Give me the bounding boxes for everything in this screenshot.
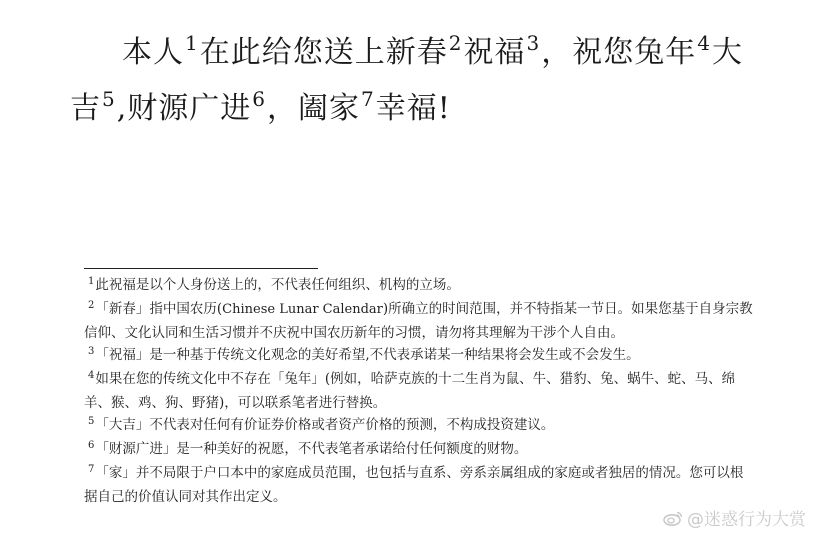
greeting-text: 本人 [122, 35, 184, 70]
footnote-text: 如果在您的传统文化中不存在「兔年」(例如，哈萨克族的十二生肖为鼠、牛、猎豹、兔、蜗牛、蛇、马、绵羊、猴、鸡、狗、野猪)，可以联系笔者进行替换。 [84, 371, 736, 411]
footnote-ref-4: 4 [697, 31, 711, 55]
footnote-ref-2: 2 [448, 31, 463, 55]
footnote-number: 2 [88, 300, 95, 311]
footnote-text: 此祝福是以个人身份送上的，不代表任何组织、机构的立场。 [95, 277, 460, 293]
footnote-5 [84, 414, 754, 438]
greeting-paragraph [70, 26, 760, 138]
footnote-6 [84, 438, 754, 462]
footnote-ref-5: 5 [102, 87, 116, 111]
footnote-text: 「大吉」不代表对任何有价证券价格或者资产价格的预测，不构成投资建议。 [95, 417, 555, 433]
greeting-text: 幸福! [375, 91, 451, 126]
footnote-text: 「财源广进」是一种美好的祝愿，不代表笔者承诺给付任何额度的财物。 [95, 441, 528, 457]
footnote-ref-6: 6 [252, 87, 267, 111]
footnote-2 [84, 298, 754, 344]
footnote-latin-text: Chinese Lunar Calendar [222, 302, 383, 317]
footnote-text: 「新春」指中国农历( [95, 301, 223, 317]
greeting-text: ，祝您兔年 [541, 35, 697, 70]
greeting-text: 在此给您送上新春 [199, 35, 448, 70]
footnote-text: )所确立的时间范围，并不特指某一节日。如果您基于自身宗教信仰、文化认同和生活习惯并不庆祝中国农历新年的习惯，请勿将其理解为干涉个人自由。 [84, 301, 753, 341]
footnote-text: 「家」并不局限于户口本中的家庭成员范围，也包括与直系、旁系亲属组成的家庭或者独居的情况。您可以根据自己的价值认同对其作出定义。 [84, 465, 744, 505]
greeting-text: 大吉 [70, 35, 743, 126]
footnote-number: 1 [88, 276, 95, 287]
greeting-text: ，阖家 [267, 91, 361, 126]
footnote-text: 「祝福」是一种基于传统文化观念的美好希望,不代表承诺某一种结果将会发生或不会发生。 [95, 347, 640, 363]
footnote-number: 3 [88, 346, 95, 357]
watermark-text: @迷惑行为大赏 [687, 510, 806, 530]
footnotes-section [84, 274, 754, 508]
watermark [663, 505, 806, 530]
weibo-logo-icon [663, 510, 683, 526]
footnote-number: 4 [88, 370, 95, 381]
footnote-number: 5 [88, 416, 95, 427]
footnote-ref-3: 3 [526, 31, 541, 55]
footnote-divider [84, 268, 318, 269]
footnote-ref-7: 7 [361, 87, 375, 111]
footnote-1 [84, 274, 754, 298]
footnote-ref-1: 1 [185, 31, 199, 55]
greeting-text: ,财源广进 [116, 91, 252, 126]
footnote-number: 6 [88, 440, 95, 451]
greeting-text: 祝福 [463, 35, 526, 70]
footnote-3 [84, 344, 754, 368]
footnote-number: 7 [88, 464, 95, 475]
footnote-7 [84, 462, 754, 508]
footnote-4 [84, 368, 754, 414]
